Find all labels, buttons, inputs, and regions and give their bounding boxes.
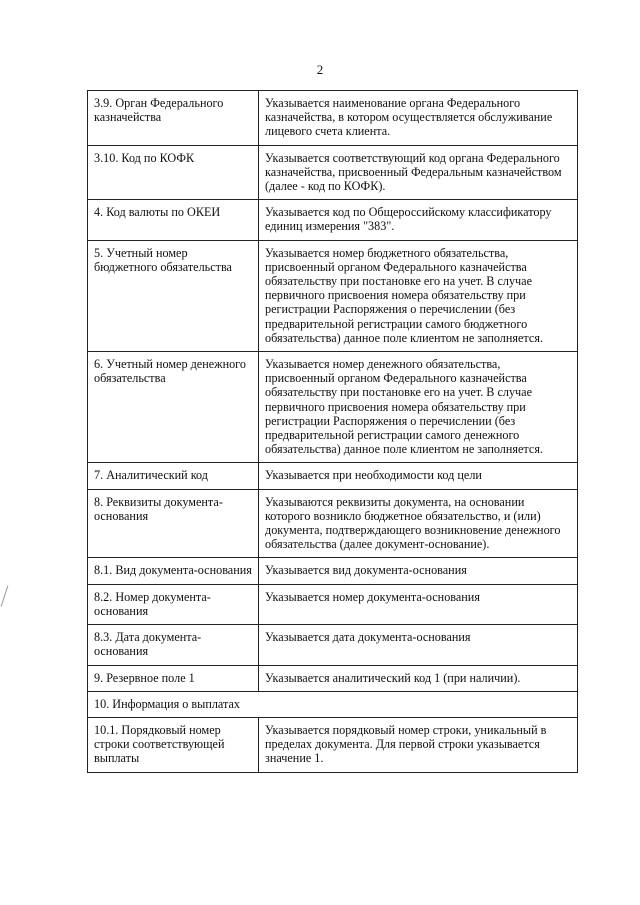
- section-title: 10. Информация о выплатах: [88, 691, 578, 717]
- field-description-cell: Указывается код по Общероссийскому классификатору единиц измерения "383".: [259, 200, 578, 240]
- table-row: [88, 489, 578, 558]
- table-row: [88, 240, 578, 351]
- field-name-cell: 3.9. Орган Федерального казначейства: [88, 91, 259, 146]
- table-row: [88, 200, 578, 240]
- field-name-cell: 6. Учетный номер денежного обязательства: [88, 352, 259, 463]
- field-description-cell: Указывается аналитический код 1 (при наличии).: [259, 665, 578, 691]
- field-description-cell: Указывается порядковый номер строки, уникальный в пределах документа. Для первой строки указывается значение 1.: [259, 717, 578, 772]
- margin-scan-mark: [1, 585, 9, 606]
- field-name-cell: 8. Реквизиты документа-основания: [88, 489, 259, 558]
- field-description-cell: Указывается номер бюджетного обязательства, присвоенный органом Федерального казначейства обязательству при постановке его на учет. В случае первичного присвоения номера обязательству при регистрации Распоряжения о перечислении (без предварительной регистрации самого бюджетного обязательства) данное поле клиентом не заполняется.: [259, 240, 578, 351]
- field-description-cell: Указывается наименование органа Федерального казначейства, в котором осуществляется обслуживание лицевого счета клиента.: [259, 91, 578, 146]
- field-description-cell: Указываются реквизиты документа, на основании которого возникло бюджетное обязательство, и (или) документа, подтверждающего возникновение денежного обязательства (далее документ-основание).: [259, 489, 578, 558]
- field-name-cell: 5. Учетный номер бюджетного обязательства: [88, 240, 259, 351]
- field-description-table: [87, 90, 578, 773]
- field-name-cell: 9. Резервное поле 1: [88, 665, 259, 691]
- section-header-row: [88, 691, 578, 717]
- field-name-cell: 4. Код валюты по ОКЕИ: [88, 200, 259, 240]
- table-row: [88, 352, 578, 463]
- field-description-cell: Указывается номер денежного обязательства, присвоенный органом Федерального казначейства обязательству при постановке его на учет. В случае первичного присвоения номера обязательству при регистрации Распоряжения о перечислении (без предварительной регистрации самого денежного обязательства) данное поле клиентом не заполняется.: [259, 352, 578, 463]
- field-description-cell: Указывается вид документа-основания: [259, 558, 578, 584]
- table-row: [88, 717, 578, 772]
- table-row: [88, 584, 578, 624]
- table-row: [88, 625, 578, 665]
- table-row: [88, 145, 578, 200]
- field-name-cell: 8.2. Номер документа-основания: [88, 584, 259, 624]
- page-number: 2: [316, 62, 324, 77]
- field-description-cell: Указывается дата документа-основания: [259, 625, 578, 665]
- field-name-cell: 8.3. Дата документа-основания: [88, 625, 259, 665]
- field-description-cell: Указывается номер документа-основания: [259, 584, 578, 624]
- field-description-cell: Указывается при необходимости код цели: [259, 463, 578, 489]
- field-name-cell: 3.10. Код по КОФК: [88, 145, 259, 200]
- field-description-cell: Указывается соответствующий код органа Федерального казначейства, присвоенный Федеральным казначейством (далее - код по КОФК).: [259, 145, 578, 200]
- field-name-cell: 10.1. Порядковый номер строки соответствующей выплаты: [88, 717, 259, 772]
- table-row: [88, 665, 578, 691]
- table-row: [88, 91, 578, 146]
- field-name-cell: 8.1. Вид документа-основания: [88, 558, 259, 584]
- table-row: [88, 463, 578, 489]
- table-row: [88, 558, 578, 584]
- field-name-cell: 7. Аналитический код: [88, 463, 259, 489]
